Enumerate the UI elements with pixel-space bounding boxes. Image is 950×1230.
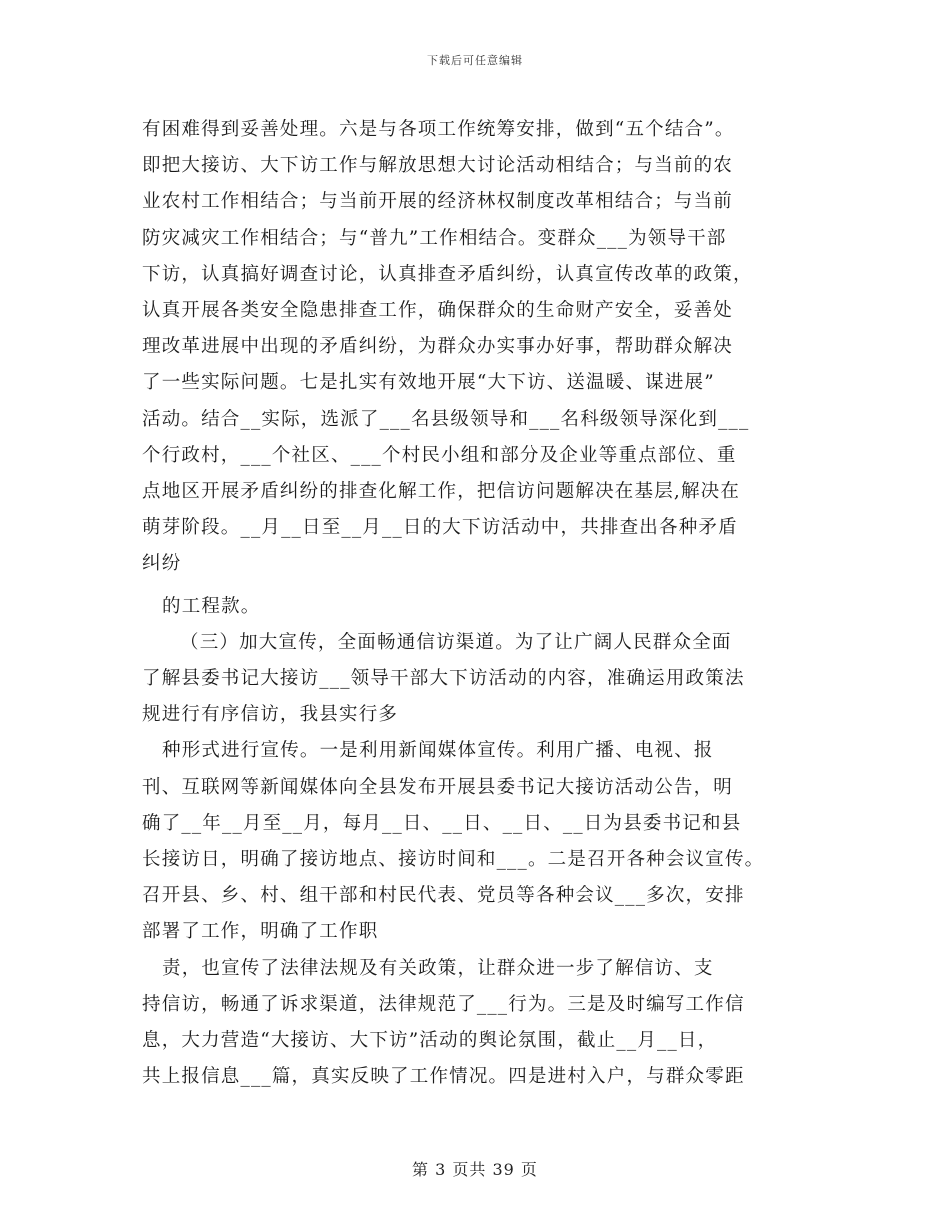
text-line: 了解县委书记大接访___领导干部大下访活动的内容，准确运用政策法 — [142, 668, 745, 690]
text-line: 规进行有序信访，我县实行多 — [142, 704, 399, 726]
text-line: 了一些实际问题。七是扎实有效地开展“大下访、送温暖、谋进展” — [142, 372, 715, 394]
text-line: 个行政村，___个社区、___个村民小组和部分及企业等重点部位、重 — [142, 444, 737, 466]
text-line: 理改革进展中出现的矛盾纠纷，为群众办实事办好事，帮助群众解决 — [142, 336, 734, 358]
text-line: 纠纷 — [142, 553, 182, 575]
text-line: 种形式进行宣传。一是利用新闻媒体宣传。利用广播、电视、报 — [162, 740, 714, 762]
text-line: 持信访，畅通了诉求渠道，法律规范了___行为。三是及时编写工作信 — [142, 993, 745, 1015]
text-line: 即把大接访、大下访工作与解放思想大讨论活动相结合；与当前的农 — [142, 155, 734, 177]
text-line: 部署了工作，明确了工作职 — [142, 921, 379, 943]
text-line: 认真开展各类安全隐患排查工作，确保群众的生命财产安全，妥善处 — [142, 300, 734, 322]
text-line: 防灾减灾工作相结合；与“普九”工作相结合。变群众___为领导干部 — [142, 227, 727, 249]
text-line: 业农村工作相结合；与当前开展的经济林权制度改革相结合；与当前 — [142, 191, 734, 213]
page-number: 第 3 页共 39 页 — [412, 1160, 538, 1179]
header-note: 下载后可任意编辑 — [427, 54, 523, 67]
text-line: 点地区开展矛盾纠纷的排查化解工作，把信访问题解决在基层,解决在 — [142, 481, 741, 503]
text-line: 活动。结合__实际，选派了___名县级领导和___名科级领导深化到___ — [142, 408, 750, 430]
document-body — [142, 112, 818, 1095]
text-line: 萌芽阶段。__月__日至__月__日的大下访活动中，共排查出各种矛盾 — [142, 517, 738, 539]
text-line: 下访，认真搞好调查讨论，认真排查矛盾纠纷，认真宣传改革的政策， — [142, 263, 753, 285]
section-heading-line: （三）加大宣传，全面畅通信访渠道。为了让广阔人民群众全面 — [180, 631, 732, 653]
text-line: 刊、互联网等新闻媒体向全县发布开展县委书记大接访活动公告，明 — [142, 776, 734, 798]
text-line: 长接访日，明确了接访地点、接访时间和___。二是召开各种会议宣传。 — [142, 849, 765, 871]
text-line: 责，也宣传了法律法规及有关政策，让群众进一步了解信访、支 — [162, 957, 714, 979]
text-line: 召开县、乡、村、组干部和村民代表、党员等各种会议___多次，安排 — [142, 885, 745, 907]
text-line: 有困难得到妥善处理。六是与各项工作统筹安排，做到“五个结合”。 — [142, 119, 735, 140]
text-line: 的工程款。 — [162, 595, 261, 617]
text-line: 确了__年__月至__月，每月__日、__日、__日、__日为县委书记和县 — [142, 812, 742, 834]
text-line: 息，大力营造“大接访、大下访”活动的舆论氛围，截止__月__日， — [142, 1030, 718, 1052]
text-line: 共上报信息___篇，真实反映了工作情况。四是进村入户，与群众零距 — [142, 1066, 745, 1088]
